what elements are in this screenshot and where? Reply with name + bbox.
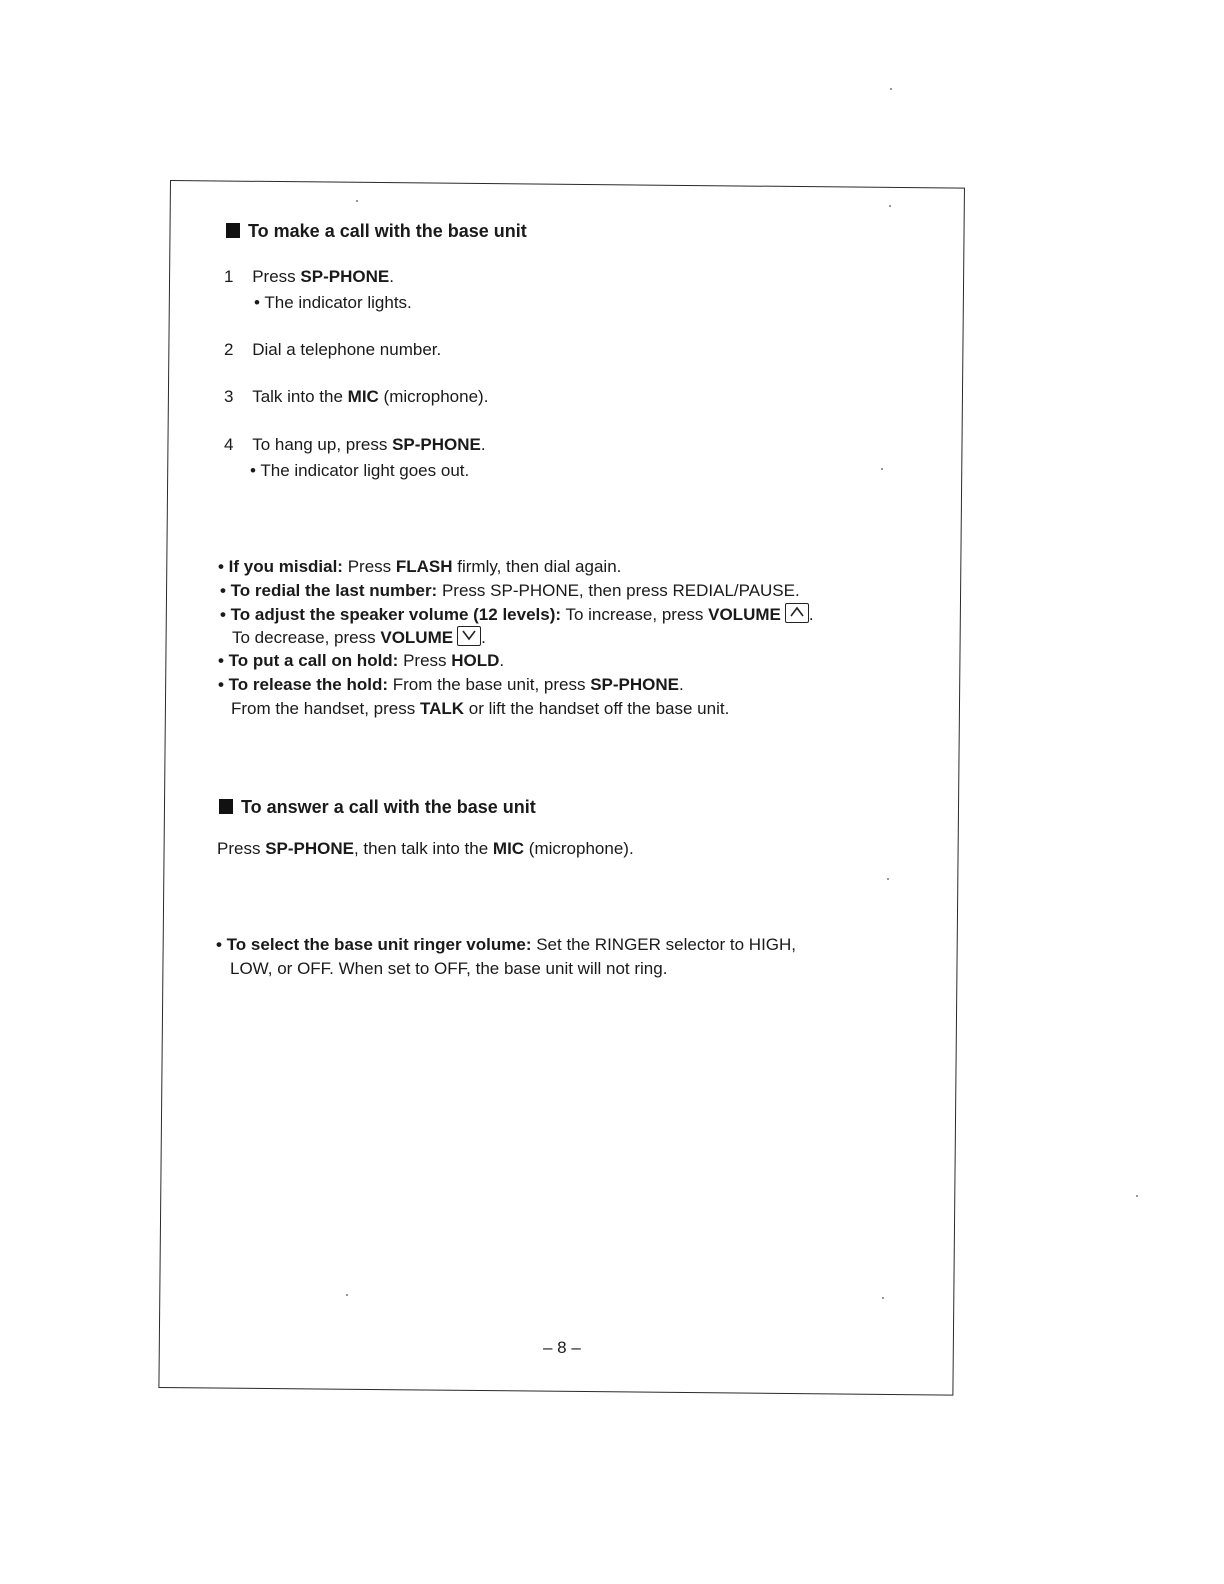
answer-instructions: Press SP-PHONE, then talk into the MIC (microphone). xyxy=(217,839,634,858)
scan-speck xyxy=(1136,1195,1138,1197)
scan-speck xyxy=(890,88,892,90)
square-bullet-icon xyxy=(219,799,233,814)
tip-volume: • To adjust the speaker volume (12 levels): To increase, press VOLUME . xyxy=(220,605,814,624)
tip-hold: • To put a call on hold: Press HOLD. xyxy=(218,651,505,670)
tip-redial: • To redial the last number: Press SP-PHONE, then press REDIAL/PAUSE. xyxy=(220,581,800,600)
scan-speck xyxy=(882,1297,884,1299)
tip-misdial: • If you misdial: Press FLASH firmly, then dial again. xyxy=(218,557,622,576)
volume-up-icon xyxy=(785,603,809,623)
page-number: – 8 – xyxy=(543,1338,581,1357)
scan-speck xyxy=(881,468,883,470)
step-4: 4 To hang up, press SP-PHONE. xyxy=(224,435,486,454)
tip-ringer: • To select the base unit ringer volume: Set the RINGER selector to HIGH, xyxy=(216,935,797,954)
step-number: 1 xyxy=(224,267,234,286)
step-number: 2 xyxy=(224,340,234,359)
tip-release: • To release the hold: From the base unit, press SP-PHONE. xyxy=(218,675,684,694)
step-2: 2 Dial a telephone number. xyxy=(224,340,442,359)
tip-ringer-line2: LOW, or OFF. When set to OFF, the base unit will not ring. xyxy=(230,959,668,978)
scan-speck xyxy=(346,1294,348,1296)
step-4-note: • The indicator light goes out. xyxy=(250,461,470,480)
step-3: 3 Talk into the MIC (microphone). xyxy=(224,387,489,406)
step-number: 3 xyxy=(224,387,234,406)
scan-speck xyxy=(356,200,358,202)
section-heading-make-call: To make a call with the base unit xyxy=(226,220,527,242)
step-number: 4 xyxy=(224,435,234,454)
section-heading-answer-call: To answer a call with the base unit xyxy=(219,796,536,818)
step-1-note: • The indicator lights. xyxy=(254,293,412,312)
scan-speck xyxy=(889,205,891,207)
volume-down-icon xyxy=(457,626,481,646)
tip-volume-line2: To decrease, press VOLUME . xyxy=(232,628,486,647)
step-1: 1 Press SP-PHONE. xyxy=(224,267,394,286)
scan-speck xyxy=(887,878,889,880)
square-bullet-icon xyxy=(226,223,240,238)
tip-release-line2: From the handset, press TALK or lift the handset off the base unit. xyxy=(231,699,730,718)
page-border xyxy=(158,180,965,1396)
